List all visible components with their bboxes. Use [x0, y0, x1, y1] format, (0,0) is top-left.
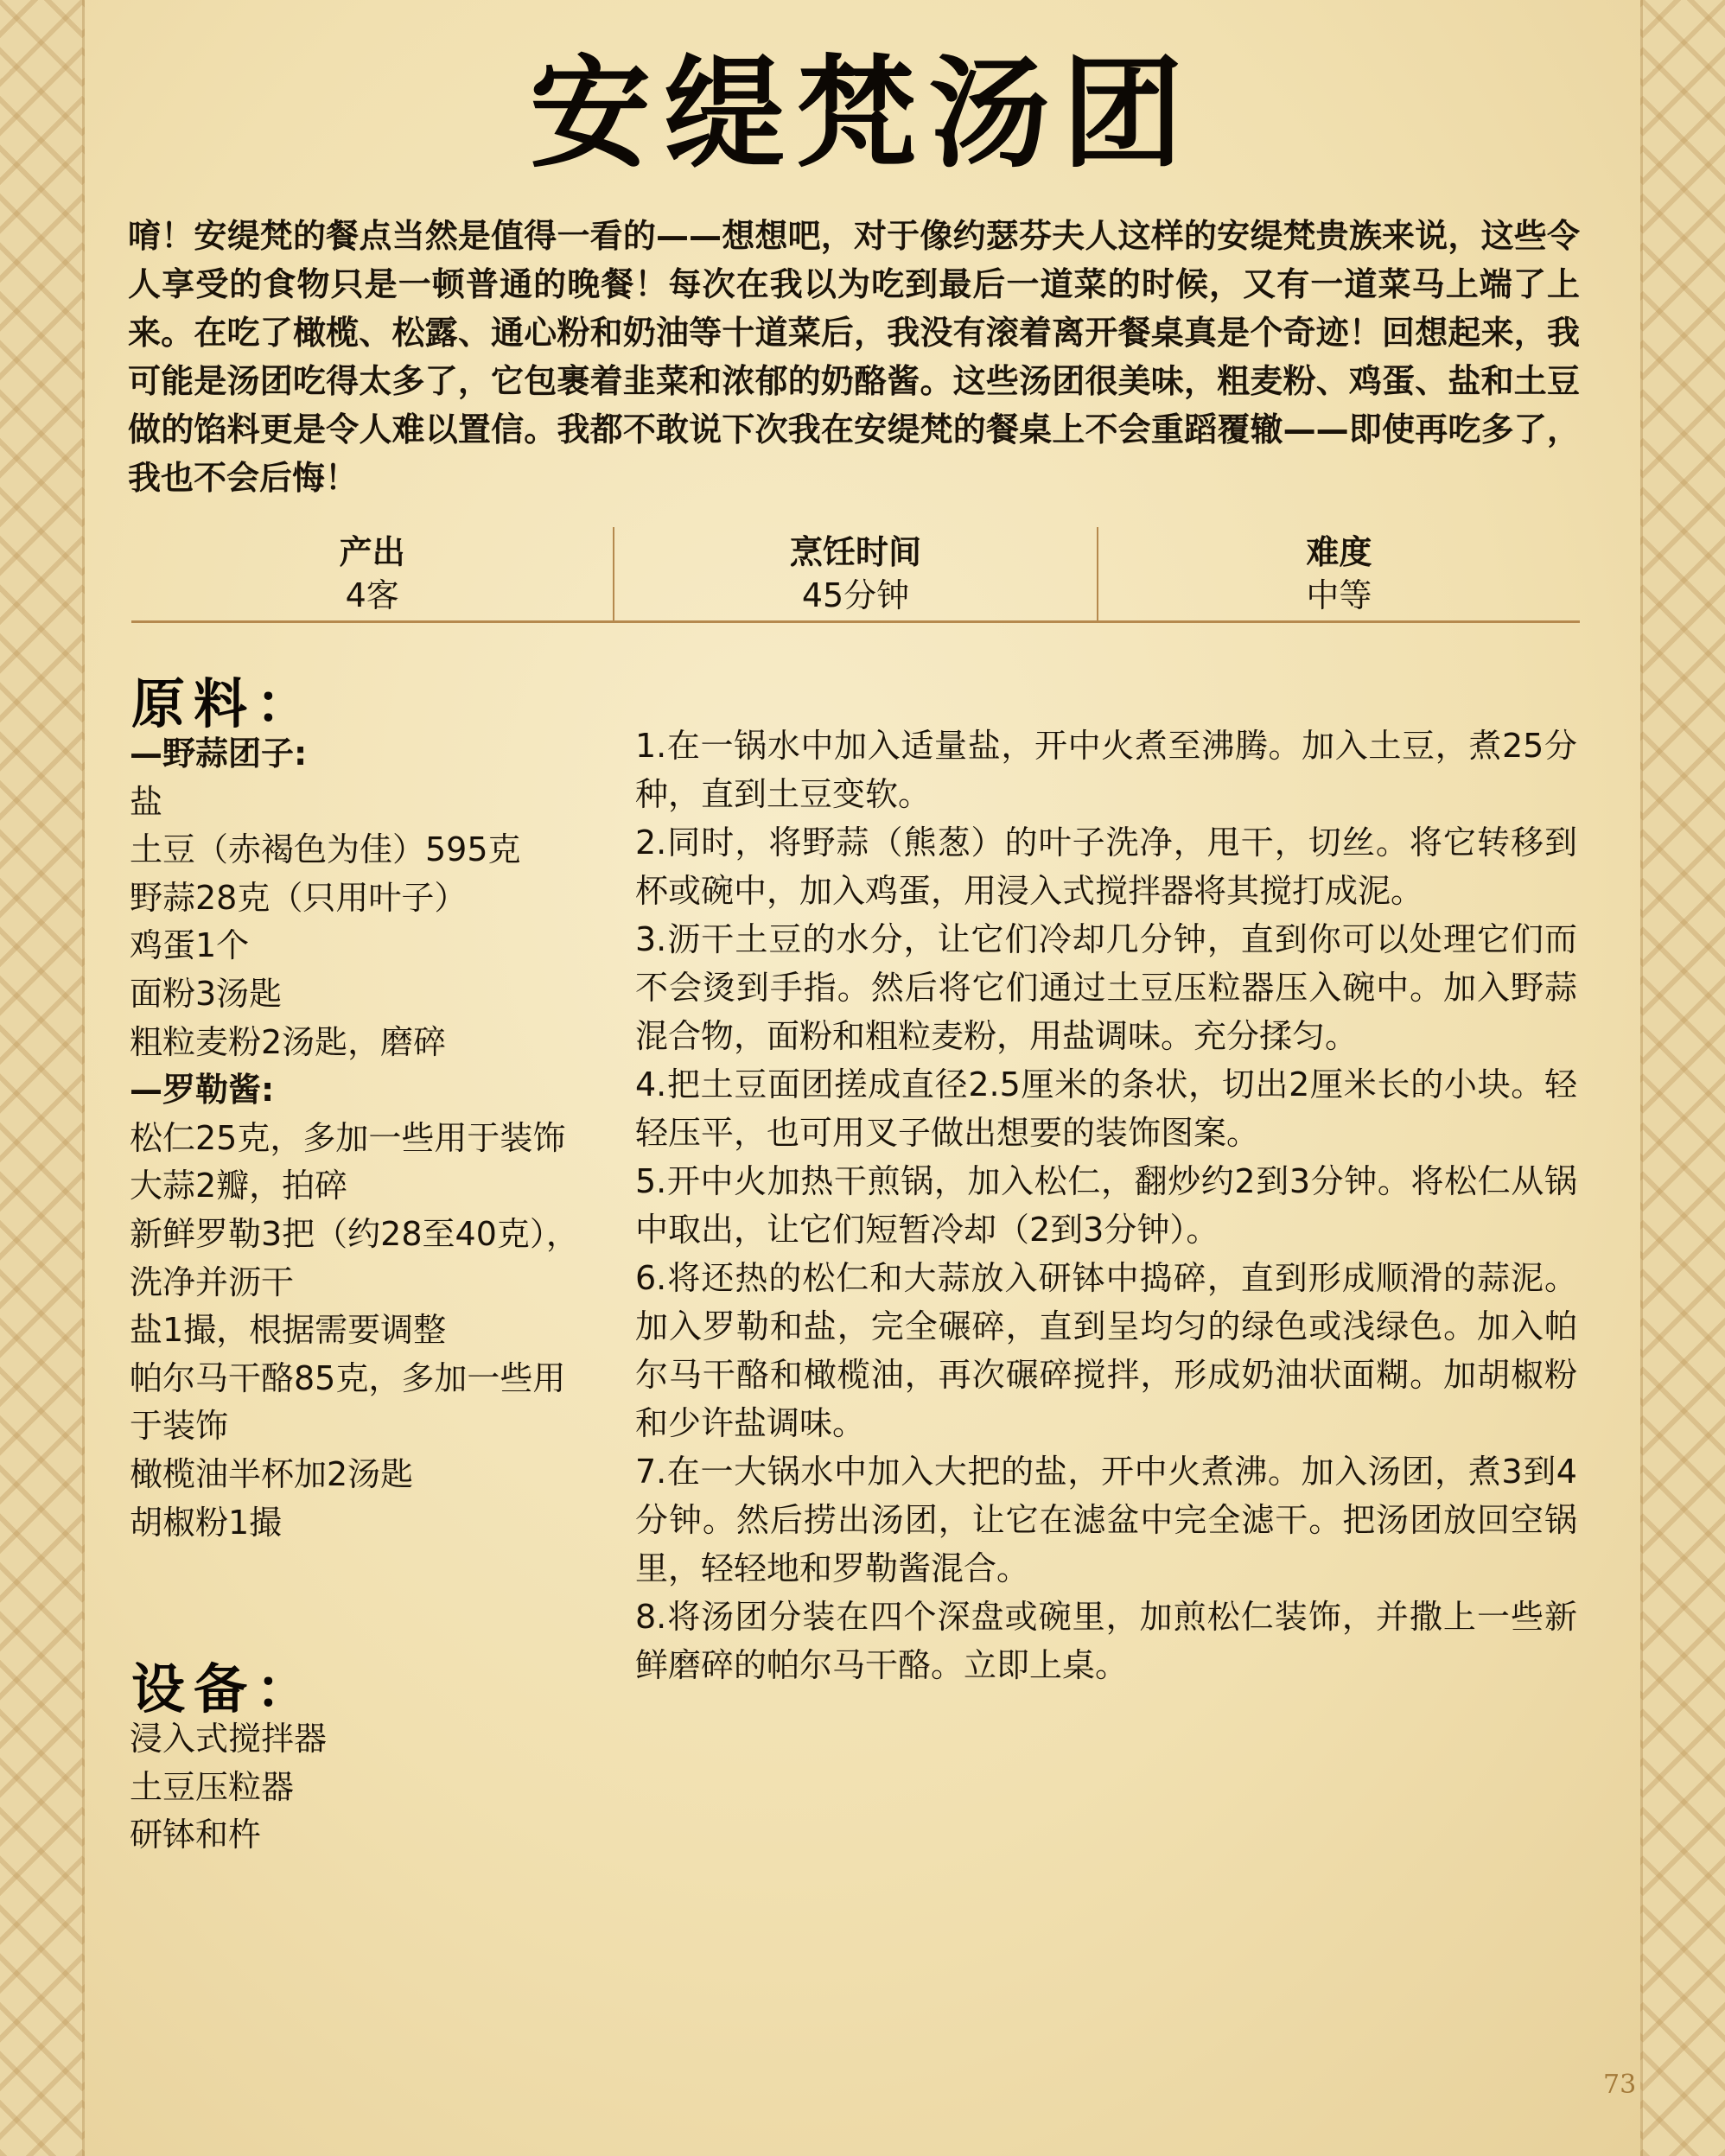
equipment-item: 研钵和杵 — [130, 1816, 262, 1854]
instruction-step: 4.把土豆面团搓成直径2.5厘米的条状，切出2厘米长的小块。轻轻压平，也可用叉子做出想要的装饰图案。 — [635, 1065, 1577, 1152]
stat-label: 烹饪时间 — [789, 533, 921, 571]
equipment-list — [130, 1715, 579, 1860]
decorative-border-left — [0, 0, 85, 2156]
instruction-step: 8.将汤团分装在四个深盘或碗里，加煎松仁装饰，并撒上一些新鲜磨碎的帕尔马干酪。立即上桌。 — [635, 1598, 1577, 1684]
recipe-stats — [131, 527, 1580, 623]
stat-value: 中等 — [1306, 576, 1372, 614]
ingredient-item: 松仁25克，多加一些用于装饰 — [130, 1118, 566, 1157]
ingredient-item: 土豆（赤褐色为佳）595克 — [130, 830, 521, 869]
ingredient-item: 胡椒粉1撮 — [130, 1503, 283, 1542]
ingredient-item: 大蒜2瓣，拍碎 — [130, 1167, 348, 1205]
instruction-step: 6.将还热的松仁和大蒜放入研钵中捣碎，直到形成顺滑的蒜泥。加入罗勒和盐，完全碾碎，直到呈均匀的绿色或浅绿色。加入帕尔马干酪和橄榄油，再次碾碎搅拌，形成奶油状面糊。加胡椒粉和少许盐调味。 — [635, 1259, 1577, 1442]
equipment-heading: 设备： — [131, 1657, 319, 1720]
ingredient-item: 盐 — [130, 782, 163, 821]
ingredients-list — [130, 730, 579, 1547]
stat-label: 难度 — [1306, 533, 1372, 571]
stat-label: 产出 — [339, 533, 405, 571]
equipment-item: 土豆压粒器 — [130, 1767, 295, 1806]
stat-difficulty — [1097, 527, 1580, 620]
instruction-step: 7.在一大锅水中加入大把的盐，开中火煮沸。加入汤团，煮3到4分钟。然后捞出汤团，让它在滤盆中完全滤干。把汤团放回空锅里，轻轻地和罗勒酱混合。 — [635, 1453, 1577, 1587]
ingredient-group-heading: —野蒜团子: — [130, 735, 308, 773]
ingredient-item: 面粉3汤匙 — [130, 974, 283, 1013]
ingredient-item: 野蒜28克（只用叶子） — [130, 878, 468, 917]
instruction-step: 5.开中火加热干煎锅，加入松仁，翻炒约2到3分钟。将松仁从锅中取出，让它们短暂冷却（2到3分钟）。 — [635, 1162, 1577, 1249]
ingredients-heading: 原料： — [131, 672, 319, 735]
stat-value: 45分钟 — [801, 576, 910, 614]
instructions-list — [635, 722, 1577, 1689]
page-number: 73 — [1603, 2070, 1637, 2100]
page-title: 安缇梵汤团 — [529, 43, 1195, 185]
ingredient-group-heading: —罗勒酱: — [130, 1071, 275, 1110]
instruction-step: 2.同时，将野蒜（熊葱）的叶子洗净，甩干，切丝。将它转移到杯或碗中，加入鸡蛋，用浸入式搅拌器将其搅打成泥。 — [635, 824, 1577, 910]
ingredient-item: 新鲜罗勒3把（约28至40克），洗净并沥干 — [130, 1214, 579, 1301]
equipment-item: 浸入式搅拌器 — [130, 1720, 328, 1758]
stat-cook-time — [613, 527, 1096, 620]
stat-value: 4客 — [345, 576, 399, 614]
ingredient-item: 帕尔马干酪85克，多加一些用于装饰 — [130, 1358, 566, 1446]
decorative-border-right — [1640, 0, 1725, 2156]
ingredient-item: 鸡蛋1个 — [130, 926, 250, 965]
instruction-step: 3.沥干土豆的水分，让它们冷却几分钟，直到你可以处理它们而不会烫到手指。然后将它们通过土豆压粒器压入碗中。加入野蒜混合物，面粉和粗粒麦粉，用盐调味。充分揉匀。 — [635, 920, 1577, 1055]
intro-paragraph: 唷！安缇梵的餐点当然是值得一看的——想想吧，对于像约瑟芬夫人这样的安缇梵贵族来说，这些令人享受的食物只是一顿普通的晚餐！每次在我以为吃到最后一道菜的时候，又有一道菜马上端了上来。在吃了橄榄、松露、通心粉和奶油等十道菜后，我没有滚着离开餐桌真是个奇迹！回想起来，我可能是汤团吃得太多了，它包裹着韭菜和浓郁的奶酪酱。这些汤团很美味，粗麦粉、鸡蛋、盐和土豆做的馅料更是令人难以置信。我都不敢说下次我在安缇梵的餐桌上不会重蹈覆辙——即使再吃多了，我也不会后悔！ — [128, 217, 1580, 497]
ingredient-item: 粗粒麦粉2汤匙，磨碎 — [130, 1022, 447, 1061]
stat-yield — [131, 527, 613, 620]
ingredient-item: 橄榄油半杯加2汤匙 — [130, 1454, 414, 1493]
instruction-step: 1.在一锅水中加入适量盐，开中火煮至沸腾。加入土豆，煮25分种，直到土豆变软。 — [635, 727, 1577, 813]
ingredient-item: 盐1撮，根据需要调整 — [130, 1311, 447, 1350]
